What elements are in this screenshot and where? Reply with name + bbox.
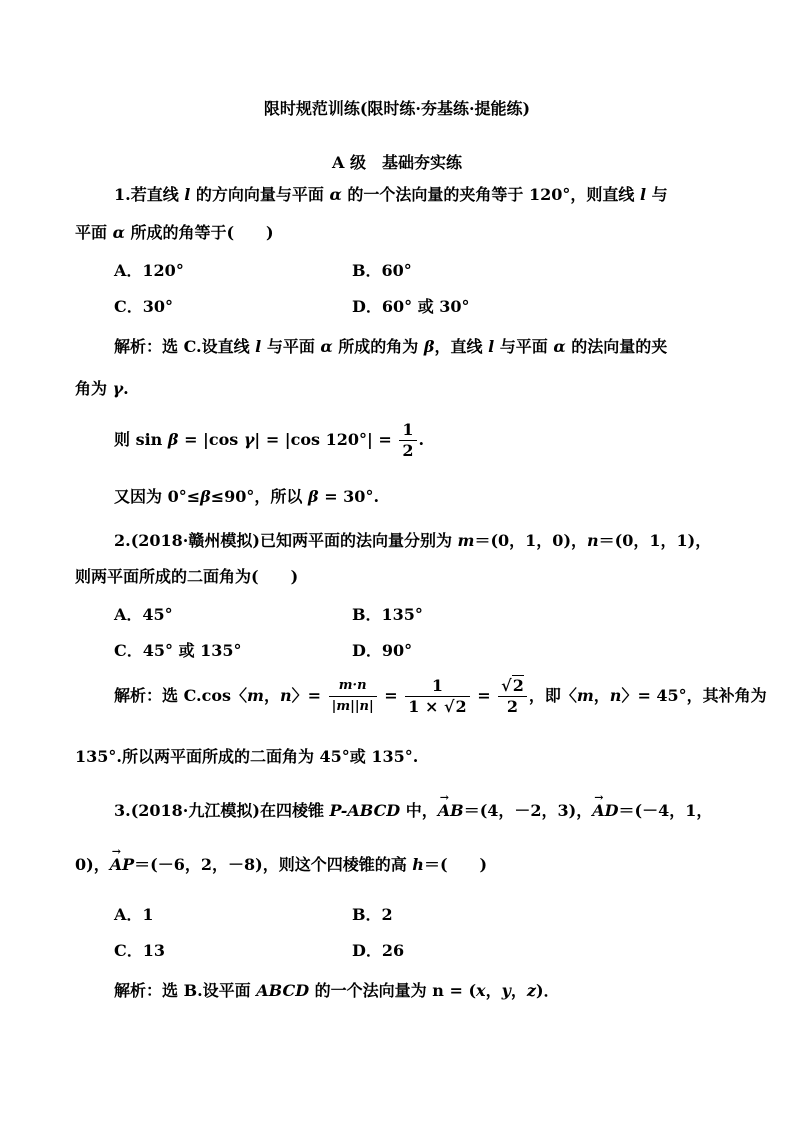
q2-stem-line1: 2.(2018·赣州模拟)已知两平面的法向量分别为 m＝(0，1，0)，n＝(0，1，1)， (114, 531, 712, 550)
q3-solution-line1: 解析：选 B.设平面 ABCD 的一个法向量为 n = (x，y，z)． (114, 981, 560, 1000)
vector-ad: → AD (592, 800, 618, 822)
fraction-one-half: $\frac{1}{2}$ (399, 420, 416, 461)
page-title: 限时规范训练(限时练·夯基练·提能练) (263, 99, 531, 118)
q1-option-b: B．60° (352, 261, 412, 280)
q1-solution-line3: 则 sin β = |cos γ| = |cos 120°| = $\frac{1}{2}$ . (114, 420, 425, 460)
vector-ap: → AP (110, 854, 134, 876)
q1-stem-line1: 1.若直线 l 的方向向量与平面 α 的一个法向量的夹角等于 120°，则直线 l 与 (114, 185, 668, 204)
q3-option-a: A．1 (114, 905, 154, 924)
q2-option-d: D．90° (352, 641, 413, 660)
vector-ab: → AB (438, 800, 464, 822)
q2-option-a: A．45° (114, 605, 173, 624)
q3-stem-line1: 3.(2018·九江模拟)在四棱锥 P-ABCD 中，→ AB＝(4，－2，3)，→ AD＝(－4，1， (114, 800, 764, 822)
q1-solution-line4: 又因为 0°≤β≤90°，所以 β = 30°. (114, 487, 380, 506)
section-heading: A 级 基础夯实练 (332, 153, 462, 172)
q3-option-b: B．2 (352, 905, 393, 924)
fraction-one-over-root-two: $\frac{1}{1 \times √2}$ (405, 676, 469, 717)
q2-solution-line1: 解析：选 C.cos〈m，n〉= $\frac{m\cdot n}{|m||n|}$ = $\frac{1}{1 \times √2}$ = $\frac{√2}{2}$ ，即〈m，n〉= 45°，其补角为 (114, 676, 767, 716)
q3-option-d: D．26 (352, 941, 405, 960)
q2-option-b: B．135° (352, 605, 423, 624)
q3-stem-line2: 0)，→ AP＝(－6，2，－8)，则这个四棱锥的高 h＝( ) (75, 854, 725, 876)
q1-solution-line1: 解析：选 C.设直线 l 与平面 α 所成的角为 β，直线 l 与平面 α 的法向量的夹 (114, 337, 668, 356)
q1-option-d: D．60° 或 30° (352, 297, 470, 316)
q2-option-c: C．45° 或 135° (114, 641, 242, 660)
q1-option-a: A．120° (114, 261, 184, 280)
q1-stem-line2: 平面 α 所成的角等于( ) (75, 223, 274, 242)
q3-option-c: C．13 (114, 941, 166, 960)
q2-solution-line2: 135°.所以两平面所成的二面角为 45°或 135°. (75, 747, 419, 766)
q1-option-c: C．30° (114, 297, 174, 316)
fraction-mn-over-norms: $\frac{m\cdot n}{|m||n|}$ (329, 676, 377, 717)
q1-solution-line2: 角为 γ. (75, 379, 129, 398)
fraction-root-two-over-two: $\frac{√2}{2}$ (498, 676, 527, 717)
q2-stem-line2: 则两平面所成的二面角为( ) (75, 567, 299, 586)
